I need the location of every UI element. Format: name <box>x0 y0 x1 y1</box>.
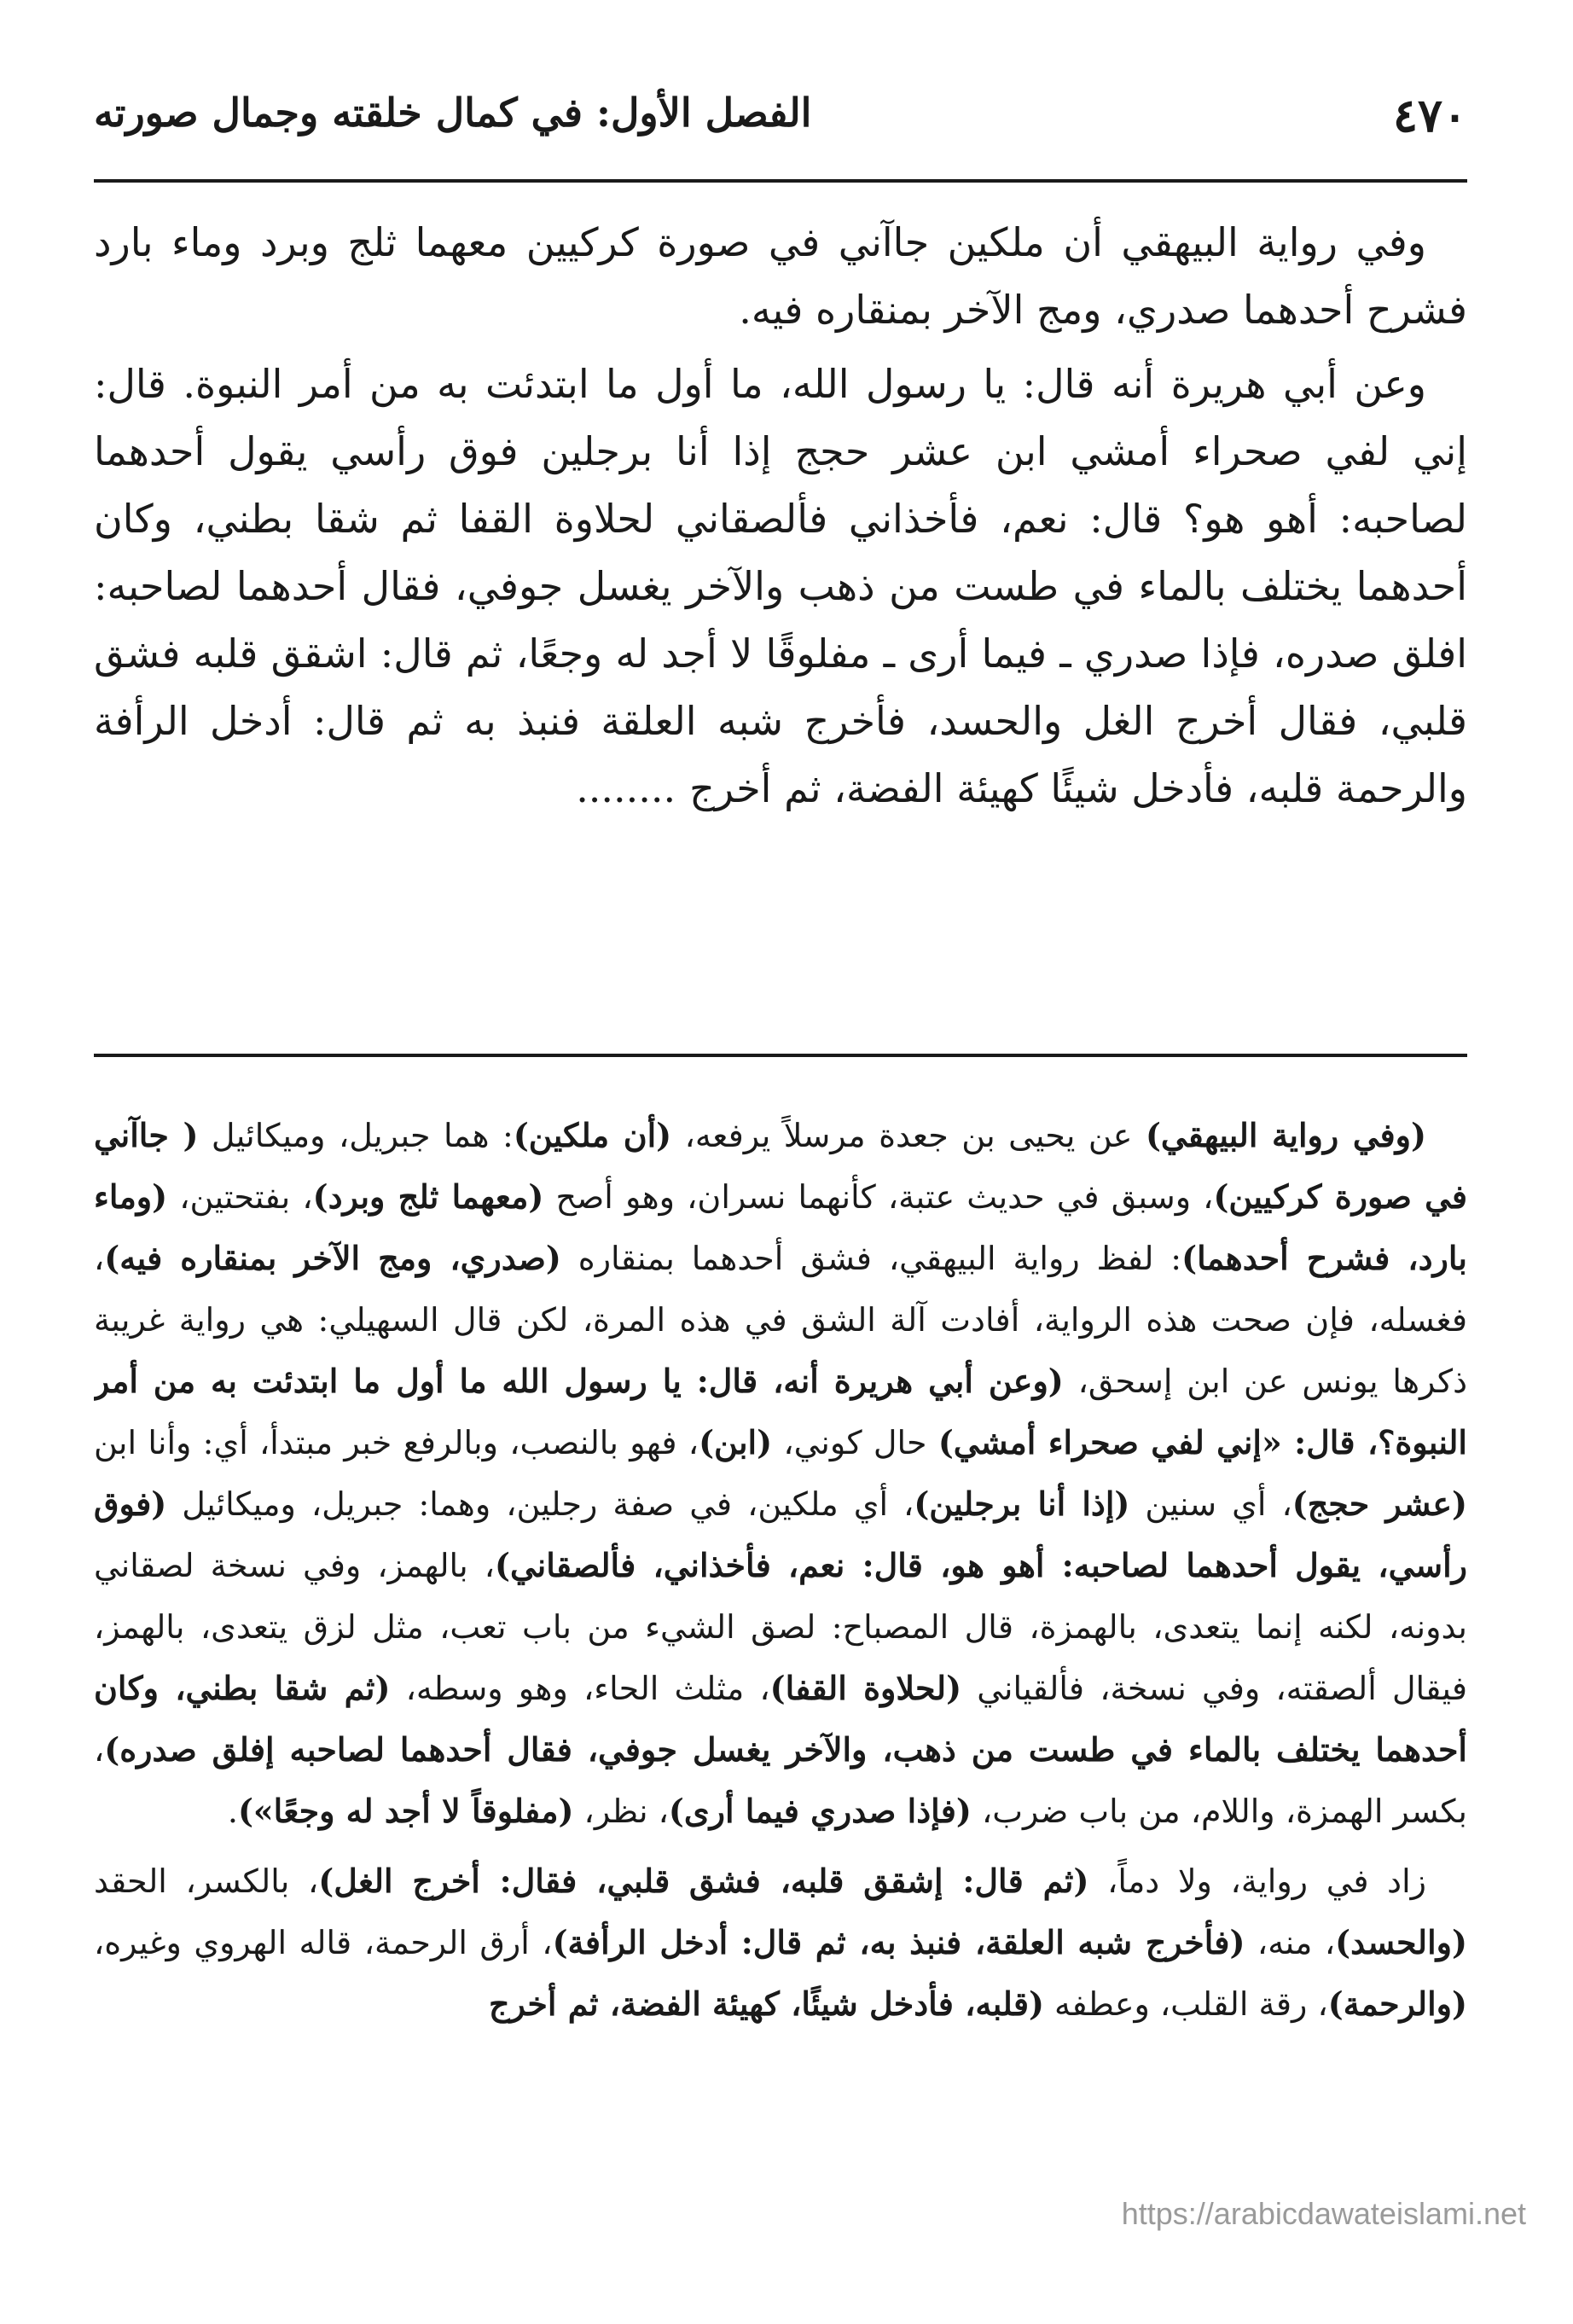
commentary-text: ، نظر، <box>573 1792 669 1830</box>
quoted-phrase: (فأخرج شبه العلقة، فنبذ به، ثم قال: أدخل الرأفة) <box>552 1923 1245 1961</box>
header-rule <box>94 179 1467 183</box>
commentary-text: ، أرق الرحمة، قاله الهروي وغيره، <box>94 1924 553 1961</box>
page-number: ٤٧٠ <box>1392 88 1467 142</box>
quoted-phrase: (أن ملكين) <box>513 1116 672 1154</box>
quoted-phrase: (والرحمة) <box>1327 1984 1467 2023</box>
commentary-text: ، بفتحتين، <box>167 1178 313 1216</box>
quoted-phrase: (لحلاوة القفا) <box>769 1669 962 1707</box>
quoted-phrase: (قلبه، فأدخل شيئًا، كهيئة الفضة، ثم أخرج <box>488 1984 1044 2023</box>
commentary-text: ، رقة القلب، وعطفه <box>1043 1985 1328 2023</box>
commentary <box>94 1105 1467 2265</box>
commentary-text: . <box>227 1792 238 1830</box>
commentary-paragraph <box>94 1850 1467 2035</box>
main-text <box>94 209 1467 829</box>
commentary-text: عن يحيى بن جعدة مرسلاً يرفعه، <box>671 1117 1146 1154</box>
commentary-text: ، بالكسر، الحقد <box>94 1862 319 1900</box>
quoted-phrase: (فوق رأسي، يقول أحدهما لصاحبه: أهو هو، قال: نعم، فأخذاني، فألصقاني) <box>94 1484 1467 1584</box>
ellipsis-dots: ........ <box>576 765 676 811</box>
commentary-text: حال كوني، <box>772 1424 938 1461</box>
commentary-text: ، بالهمز، وفي نسخة لصقاني بدونه، لكنه إنما يتعدى، بالهمزة، قال المصباح: لصق الشيء من باب تعب، مثل لزق يتعدى، بالهمز، فيقال ألصقته، وفي نسخة، فألقياني <box>94 1547 1467 1707</box>
quoted-phrase: (عشر حجج) <box>1291 1484 1467 1523</box>
commentary-text: ، وسبق في حديث عتبة، كأنهما نسران، وهو أصح <box>543 1178 1214 1216</box>
commentary-text: ، منه، <box>1245 1924 1336 1961</box>
quoted-phrase: (وفي رواية البيهقي) <box>1145 1116 1427 1154</box>
source-url-watermark: https://arabicdawateislami.net <box>1121 2196 1526 2231</box>
running-head <box>94 81 1467 158</box>
main-paragraph <box>94 351 1467 822</box>
commentary-text: زاد في رواية، ولا دماً، <box>1088 1862 1427 1900</box>
quoted-phrase: (معهما ثلج وبرد) <box>312 1177 544 1216</box>
commentary-text: ، أي ملكين، في صفة رجلين، وهما: جبريل، وميكائيل <box>166 1485 914 1523</box>
quoted-phrase: (صدري، ومج الآخر بمنقاره فيه) <box>104 1239 561 1277</box>
commentary-text: : لفظ رواية البيهقي، فشق أحدهما بمنقاره <box>560 1240 1182 1277</box>
main-paragraph-text: وعن أبي هريرة أنه قال: يا رسول الله، ما أول ما ابتدئت به من أمر النبوة. قال: إني لفي صحراء أمشي ابن عشر حجج إذا أنا برجلين فوق رأسي يقول أحدهما لصاحبه: أهو هو؟ قال: نعم، فأخذاني فألصقاني لحلاوة القفا ثم شقا بطني، وكان أحدهما يختلف بالماء في طست من ذهب والآخر يغسل جوفي، فقال أحدهما لصاحبه: افلق صدره، فإذا صدري ـ فيما أرى ـ مفلوقًا لا أجد له وجعًا، ثم قال: اشقق قلبه فشق قلبي، فقال أخرج الغل والحسد، فأخرج شبه العلقة فنبذ به ثم قال: أدخل الرأفة والرحمة قلبه، فأدخل شيئًا كهيئة الفضة، ثم أخرج <box>94 361 1467 811</box>
commentary-text: ، فهو بالنصب، وبالرفع خبر مبتدأ، أي: وأنا ابن <box>94 1424 699 1461</box>
quoted-phrase: (ابن) <box>699 1423 773 1461</box>
commentary-text: ، أي سنين <box>1129 1485 1292 1523</box>
commentary-text: ، بكسر الهمزة، واللام، من باب ضرب، <box>94 1731 1467 1830</box>
commentary-text: ، مثلث الحاء، وهو وسطه، <box>390 1670 770 1707</box>
quoted-phrase: (وعن أبي هريرة أنه، قال: يا رسول الله ما أول ما ابتدئت به من أمر النبوة؟، قال: «إني لفي صحراء أمشي) <box>94 1362 1467 1461</box>
quoted-phrase: (ثم قال: إشقق قلبه، فشق قلبي، فقال: أخرج الغل) <box>318 1862 1089 1900</box>
quoted-phrase: (وماء بارد، فشرح أحدهما) <box>94 1177 1467 1277</box>
quoted-phrase: (والحسد) <box>1335 1923 1467 1961</box>
quoted-phrase: (فإذا صدري فيما أرى) <box>668 1792 972 1830</box>
commentary-text: ، فغسله، فإن صحت هذه الرواية، أفادت آلة الشق في هذه المرة، لكن قال السهيلي: هي رواية غريبة ذكرها يونس عن ابن إسحق، <box>94 1240 1467 1400</box>
book-page <box>94 81 1467 2282</box>
main-paragraph: وفي رواية البيهقي أن ملكين جاآني في صورة كركيين معهما ثلج وبرد وماء بارد فشرح أحدهما صدري، ومج الآخر بمنقاره فيه. <box>94 219 1467 333</box>
chapter-title: الفصل الأول: في كمال خلقته وجمال صورته <box>94 90 812 136</box>
quoted-phrase: (إذا أنا برجلين) <box>914 1484 1130 1523</box>
quoted-phrase: (مفلوقاً لا أجد له وجعًا») <box>237 1792 574 1830</box>
commentary-paragraph <box>94 1105 1467 1842</box>
separator-rule <box>94 1054 1467 1057</box>
quoted-phrase: (ثم شقا بطني، وكان أحدهما يختلف بالماء في طست من ذهب، والآخر يغسل جوفي، فقال أحدهما لصاحبه إفلق صدره) <box>94 1669 1467 1769</box>
quoted-phrase: ( جاآني في صورة كركيين) <box>94 1116 1467 1216</box>
commentary-text: : هما جبريل، وميكائيل <box>198 1117 514 1154</box>
